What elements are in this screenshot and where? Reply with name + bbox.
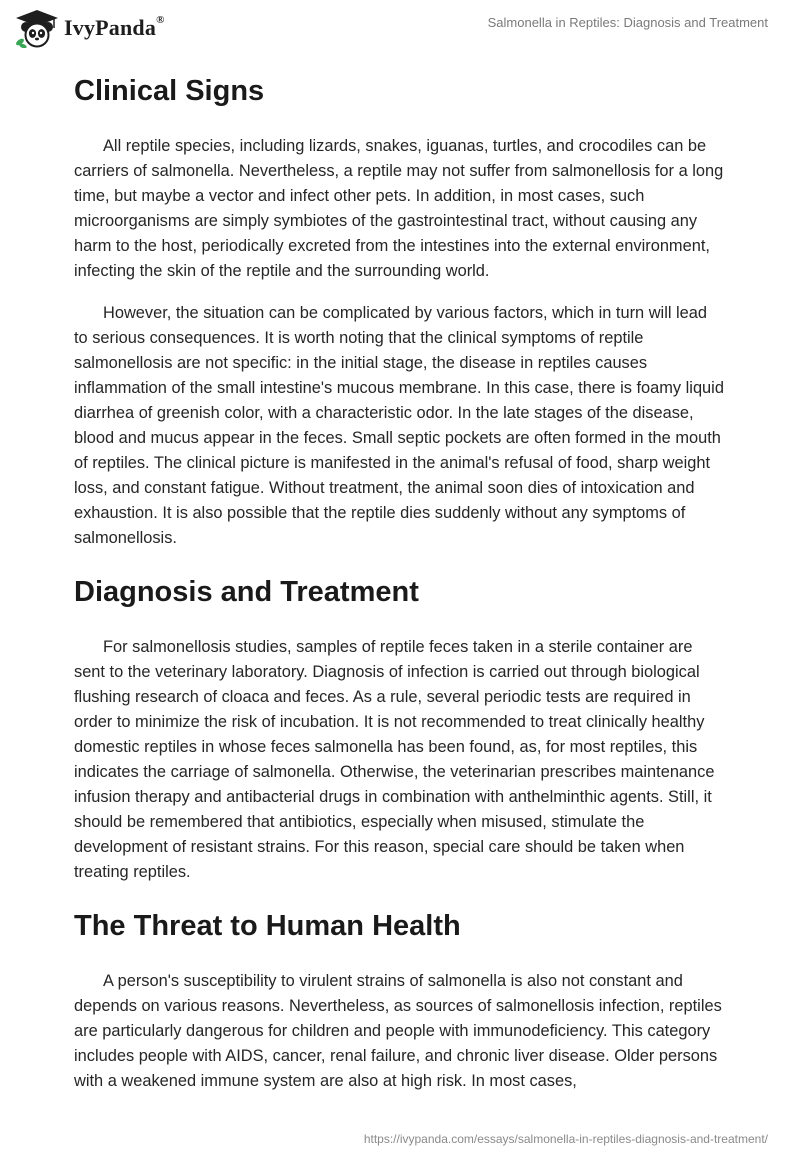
section-heading: Diagnosis and Treatment (74, 576, 419, 608)
paragraph: For salmonellosis studies, samples of reptile feces taken in a sterile container are sent to the veterinary laboratory. Diagnosis of infection is carried out through biological flushing research of cloaca and feces. As a rule, several periodic tests are required in order to minimize the risk of incubation. It is not recommended to treat clinically healthy domestic reptiles in whose feces salmonella has been found, as, for most reptiles, this indicates the carriage of salmonella. Otherwise, the veterinarian prescribes maintenance infusion therapy and antibacterial drugs in combination with anthelminthic agents. Still, it should be remembered that antibiotics, especially when misused, stimulate the development of resistant strains. For this reason, special care should be taken when treating reptiles. (74, 638, 715, 881)
source-url[interactable]: https://ivypanda.com/essays/salmonella-in-reptiles-diagnosis-and-treatment/ (363, 1132, 768, 1146)
paragraph: All reptile species, including lizards, snakes, iguanas, turtles, and crocodiles can be carriers of salmonella. Nevertheless, a reptile may not suffer from salmonellosis for a long time, but maybe a vector and infect other pets. In addition, in most cases, such microorganisms are simply symbiotes of the gastrointestinal tract, without causing any harm to the host, periodically excreted from the intestines into the external environment, infecting the skin of the reptile and the surrounding world. (74, 137, 724, 280)
article-body (74, 72, 724, 1094)
ivypanda-logo[interactable] (14, 8, 165, 48)
page-header (0, 0, 800, 56)
paragraph: However, the situation can be complicated by various factors, which in turn will lead to serious consequences. It is worth noting that the clinical symptoms of reptile salmonellosis are not specific: in the initial stage, the disease in reptiles causes inflammation of the small intestine's mucous membrane. In this case, there is foamy liquid diarrhea of greenish color, with a characteristic odor. In the late stages of the disease, blood and mucus appear in the feces. Small septic pockets are often formed in the mouth of reptiles. The clinical picture is manifested in the animal's refusal of food, sharp weight loss, and constant fatigue. Without treatment, the animal soon dies of intoxication and exhaustion. It is also possible that the reptile dies suddenly without any symptoms of salmonellosis. (74, 304, 724, 547)
logo-wordmark: IvyPanda® (64, 14, 165, 40)
section-heading: The Threat to Human Health (74, 910, 461, 942)
paragraph: A person's susceptibility to virulent strains of salmonella is also not constant and depends on various reasons. Nevertheless, as sources of salmonellosis infection, reptiles are particularly dangerous for children and people with immunodeficiency. This category includes people with AIDS, cancer, renal failure, and chronic liver disease. Older persons with a weakened immune system are also at high risk. In most cases, (74, 972, 722, 1090)
panda-graduation-cap-icon (14, 8, 60, 48)
section-heading: Clinical Signs (74, 75, 265, 107)
document-title: Salmonella in Reptiles: Diagnosis and Treatment (487, 15, 768, 30)
